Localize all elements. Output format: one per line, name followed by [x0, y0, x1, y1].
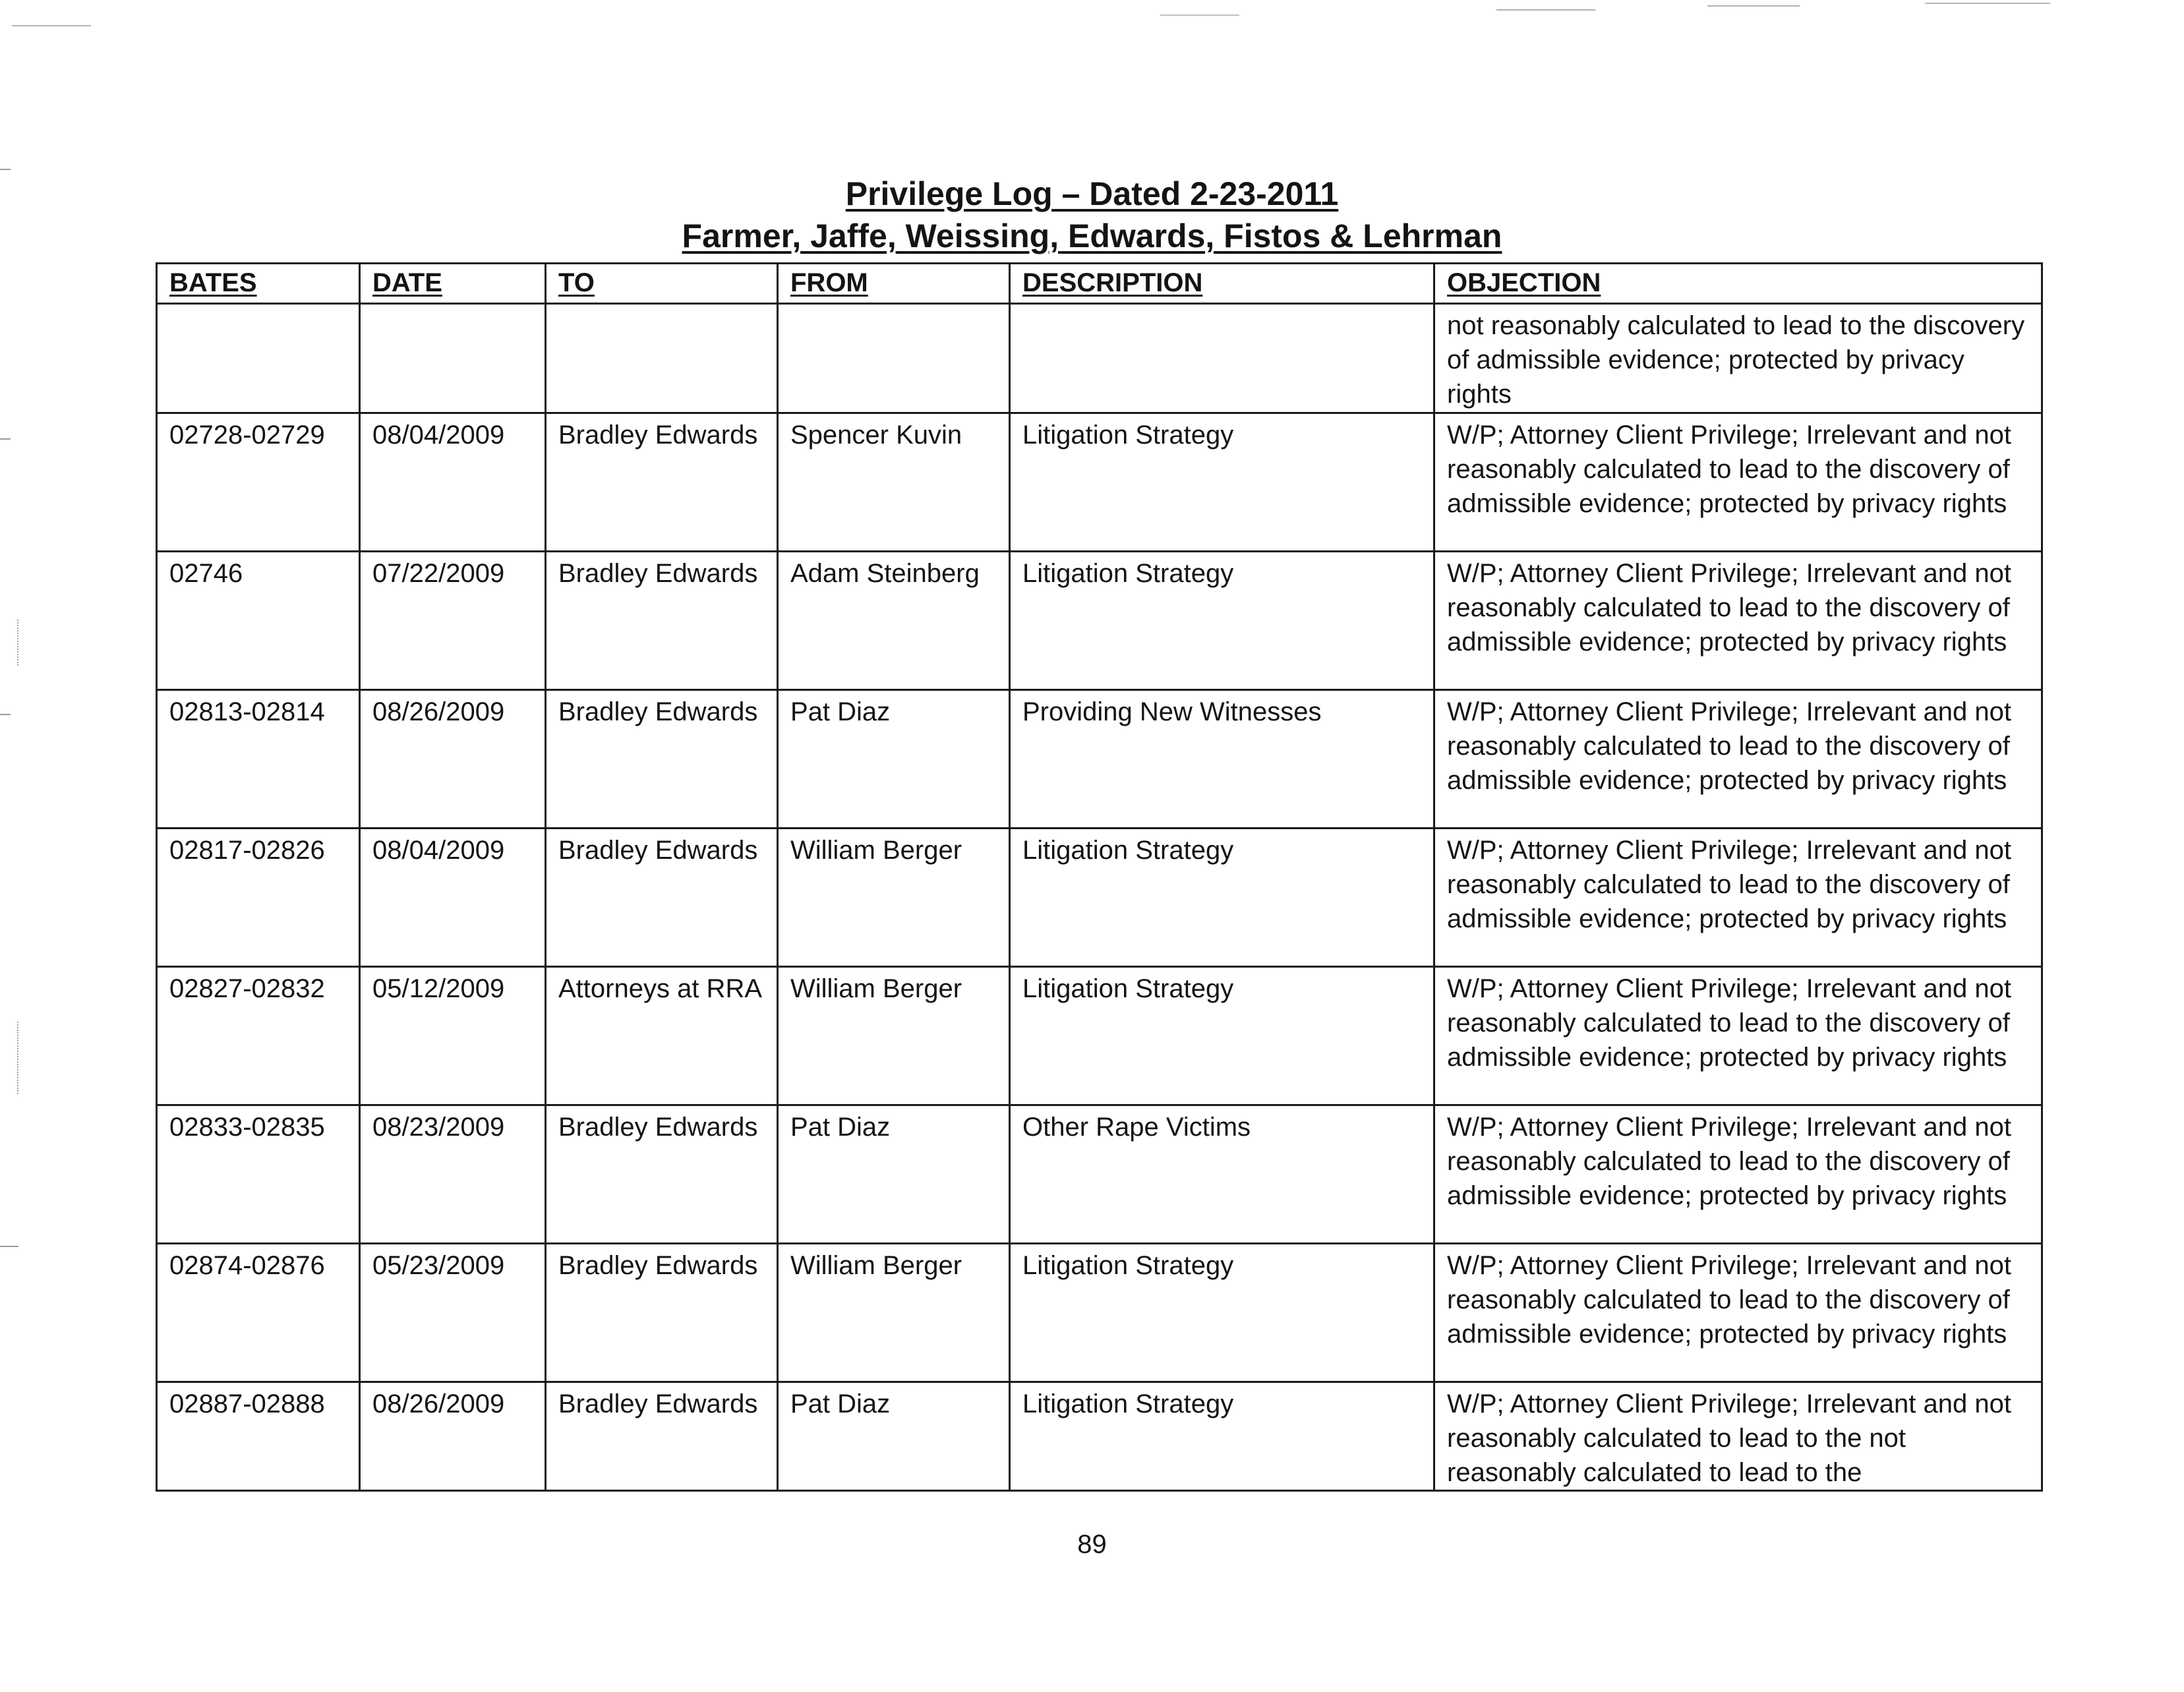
scan-artifact	[1707, 5, 1800, 7]
column-header-bates: BATES	[157, 264, 360, 304]
cell-from: William Berger	[778, 1244, 1010, 1382]
cell-to: Bradley Edwards	[546, 552, 778, 690]
cell-date: 05/12/2009	[360, 967, 546, 1105]
cell-bates	[157, 304, 360, 413]
cell-description: Other Rape Victims	[1010, 1105, 1434, 1244]
cell-bates: 02833-02835	[157, 1105, 360, 1244]
table-row	[157, 413, 2042, 552]
cell-date: 05/23/2009	[360, 1244, 546, 1382]
page-number: 89	[1077, 1530, 1107, 1559]
table-row	[157, 967, 2042, 1105]
cell-bates: 02728-02729	[157, 413, 360, 552]
cell-objection: W/P; Attorney Client Privilege; Irrelevant and not reasonably calculated to lead to the discovery of admissible evidence; protected by privacy rights	[1434, 829, 2042, 967]
cell-date: 08/26/2009	[360, 1382, 546, 1491]
table-row	[157, 552, 2042, 690]
scan-artifact	[1160, 15, 1239, 16]
cell-from	[778, 304, 1010, 413]
table-row	[157, 829, 2042, 967]
cell-description: Providing New Witnesses	[1010, 690, 1434, 829]
scan-artifact	[1496, 9, 1595, 11]
cell-from: William Berger	[778, 967, 1010, 1105]
cell-date: 08/04/2009	[360, 829, 546, 967]
scan-artifact	[0, 714, 11, 715]
cell-from: Pat Diaz	[778, 1105, 1010, 1244]
cell-bates: 02827-02832	[157, 967, 360, 1105]
scan-artifact	[17, 620, 20, 666]
cell-to	[546, 304, 778, 413]
cell-date	[360, 304, 546, 413]
table-row	[157, 1105, 2042, 1244]
column-header-from: FROM	[778, 264, 1010, 304]
cell-objection: W/P; Attorney Client Privilege; Irrelevant and not reasonably calculated to lead to the discovery of admissible evidence; protected by privacy rights	[1434, 1105, 2042, 1244]
cell-date: 08/23/2009	[360, 1105, 546, 1244]
cell-objection: W/P; Attorney Client Privilege; Irrelevant and not reasonably calculated to lead to the discovery of admissible evidence; protected by privacy rights	[1434, 1244, 2042, 1382]
cell-from: Pat Diaz	[778, 690, 1010, 829]
cell-date: 07/22/2009	[360, 552, 546, 690]
scan-artifact	[0, 438, 11, 440]
column-header-to: TO	[546, 264, 778, 304]
table-row	[157, 1382, 2042, 1491]
cell-to: Bradley Edwards	[546, 1244, 778, 1382]
cell-bates: 02887-02888	[157, 1382, 360, 1491]
cell-to: Bradley Edwards	[546, 413, 778, 552]
scan-artifact	[0, 1246, 18, 1247]
column-header-description: DESCRIPTION	[1010, 264, 1434, 304]
scan-artifact	[12, 25, 91, 26]
column-header-date: DATE	[360, 264, 546, 304]
table-row	[157, 1244, 2042, 1382]
cell-description: Litigation Strategy	[1010, 967, 1434, 1105]
cell-from: Adam Steinberg	[778, 552, 1010, 690]
cell-description: Litigation Strategy	[1010, 1244, 1434, 1382]
scan-artifact	[1925, 3, 2050, 4]
cell-objection: W/P; Attorney Client Privilege; Irrelevant and not reasonably calculated to lead to the discovery of admissible evidence; protected by privacy rights	[1434, 552, 2042, 690]
page-subtitle: Farmer, Jaffe, Weissing, Edwards, Fistos & Lehrman	[682, 218, 1502, 254]
table-row	[157, 304, 2042, 413]
cell-description: Litigation Strategy	[1010, 552, 1434, 690]
scan-artifact	[0, 169, 11, 170]
cell-to: Bradley Edwards	[546, 1382, 778, 1491]
cell-date: 08/04/2009	[360, 413, 546, 552]
cell-from: Pat Diaz	[778, 1382, 1010, 1491]
cell-date: 08/26/2009	[360, 690, 546, 829]
cell-from: William Berger	[778, 829, 1010, 967]
cell-bates: 02813-02814	[157, 690, 360, 829]
cell-description: Litigation Strategy	[1010, 829, 1434, 967]
table-row	[157, 690, 2042, 829]
page-title: Privilege Log – Dated 2-23-2011	[845, 175, 1339, 212]
cell-objection: W/P; Attorney Client Privilege; Irrelevant and not reasonably calculated to lead to the not reasonably calculated to lead to the	[1434, 1382, 2042, 1491]
cell-to: Bradley Edwards	[546, 829, 778, 967]
cell-objection: W/P; Attorney Client Privilege; Irrelevant and not reasonably calculated to lead to the discovery of admissible evidence; protected by privacy rights	[1434, 690, 2042, 829]
table-header-row	[157, 264, 2042, 304]
cell-description: Litigation Strategy	[1010, 1382, 1434, 1491]
cell-objection: W/P; Attorney Client Privilege; Irrelevant and not reasonably calculated to lead to the discovery of admissible evidence; protected by privacy rights	[1434, 413, 2042, 552]
cell-objection: not reasonably calculated to lead to the discovery of admissible evidence; protected by privacy rights	[1434, 304, 2042, 413]
cell-bates: 02746	[157, 552, 360, 690]
cell-from: Spencer Kuvin	[778, 413, 1010, 552]
cell-objection: W/P; Attorney Client Privilege; Irrelevant and not reasonably calculated to lead to the discovery of admissible evidence; protected by privacy rights	[1434, 967, 2042, 1105]
privilege-log-table	[156, 262, 2043, 1492]
cell-bates: 02817-02826	[157, 829, 360, 967]
cell-to: Bradley Edwards	[546, 1105, 778, 1244]
cell-description: Litigation Strategy	[1010, 413, 1434, 552]
cell-to: Attorneys at RRA	[546, 967, 778, 1105]
cell-description	[1010, 304, 1434, 413]
column-header-objection: OBJECTION	[1434, 264, 2042, 304]
scan-artifact	[17, 1022, 20, 1094]
cell-bates: 02874-02876	[157, 1244, 360, 1382]
cell-to: Bradley Edwards	[546, 690, 778, 829]
